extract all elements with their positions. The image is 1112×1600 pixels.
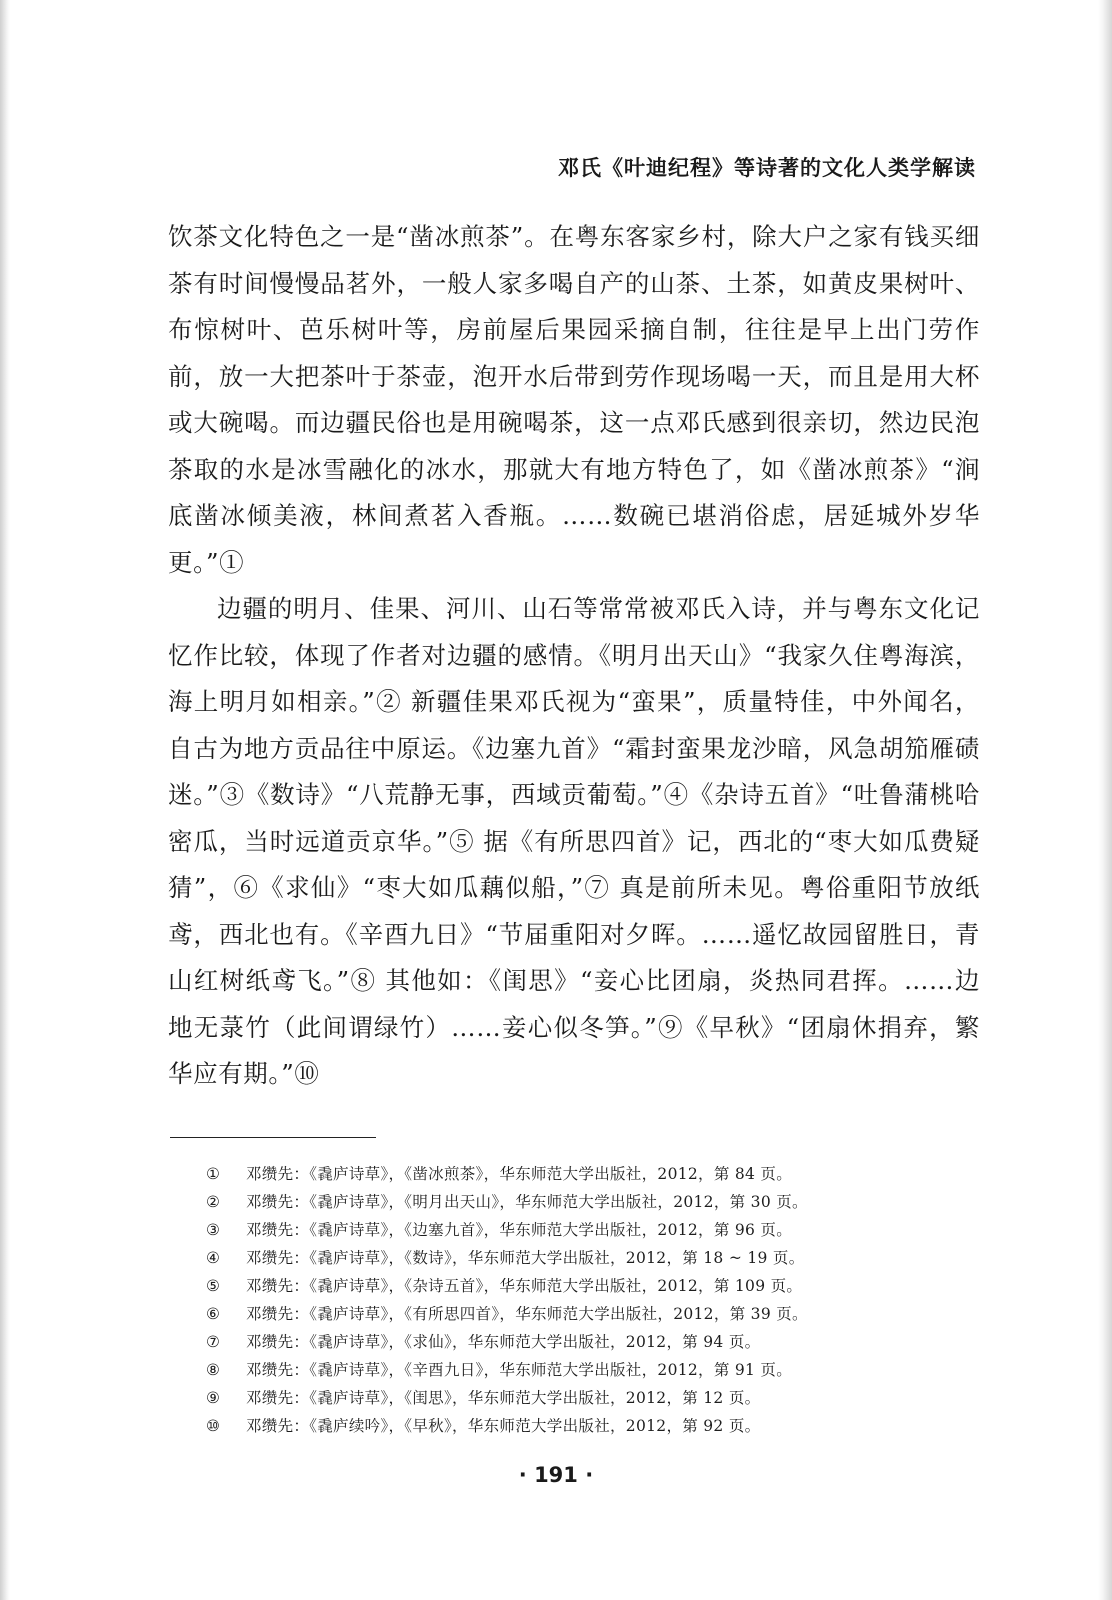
body-text: [168, 214, 980, 1098]
footnote-2: [206, 1188, 986, 1216]
footnote-mark: ⑦: [206, 1333, 220, 1351]
scan-edge-right: [1098, 0, 1112, 1600]
footnote-1: [206, 1160, 986, 1188]
footnote-mark: ①: [206, 1165, 220, 1183]
footnote-3: [206, 1216, 986, 1244]
footnote-text: 邓缵先：《毳庐诗草》，《明月出天山》，华东师范大学出版社，2012，第 30 页。: [246, 1193, 808, 1211]
footnote-mark: ⑤: [206, 1277, 220, 1295]
footnote-mark: ⑧: [206, 1361, 220, 1379]
footnote-text: 邓缵先：《毳庐诗草》，《边塞九首》，华东师范大学出版社，2012，第 96 页。: [246, 1221, 793, 1239]
footnote-7: [206, 1328, 986, 1356]
footnote-10: [206, 1412, 986, 1440]
footnote-mark: ⑩: [206, 1417, 220, 1435]
footnote-mark: ②: [206, 1193, 220, 1211]
paragraph-2: 边疆的明月、佳果、河川、山石等常常被邓氏入诗，并与粤东文化记忆作比较，体现了作者对边疆的感情。《明月出天山》“我家久住粤海滨，海上明月如相亲。”② 新疆佳果邓氏视为“蛮果”，质量特佳，中外闻名，自古为地方贡品往中原运。《边塞九首》“霜封蛮果龙沙暗，风急胡笳雁碛迷。”③《数诗》“八荒静无事，西域贡葡萄。”④《杂诗五首》“吐鲁蒲桃哈密瓜，当时远道贡京华。”⑤ 据《有所思四首》记，西北的“枣大如瓜费疑猜”，⑥《求仙》“枣大如瓜藕似船，”⑦ 真是前所未见。粤俗重阳节放纸鸢，西北也有。《辛酉九日》“节届重阳对夕晖。……遥忆故园留胜日，青山红树纸鸢飞。”⑧ 其他如：《闺思》“妾心比团扇，炎热同君挥。……边地无菉竹（此间谓绿竹）……妾心似冬笋。”⑨《早秋》“团扇休捐弃，繁华应有期。”⑩: [168, 594, 980, 1088]
footnote-text: 邓缵先：《毳庐诗草》，《求仙》，华东师范大学出版社，2012，第 94 页。: [246, 1333, 761, 1351]
footnote-mark: ⑨: [206, 1389, 220, 1407]
footnote-text: 邓缵先：《毳庐诗草》，《杂诗五首》，华东师范大学出版社，2012，第 109 页。: [246, 1277, 803, 1295]
footnote-mark: ③: [206, 1221, 220, 1239]
footnote-separator: [170, 1137, 376, 1138]
footnote-text: 邓缵先：《毳庐诗草》，《数诗》，华东师范大学出版社，2012，第 18 ~ 19 页。: [246, 1249, 805, 1267]
footnote-mark: ⑥: [206, 1305, 220, 1323]
footnote-text: 邓缵先：《毳庐诗草》，《辛酉九日》，华东师范大学出版社，2012，第 91 页。: [246, 1361, 793, 1379]
scan-edge-left: [0, 0, 10, 1600]
footnote-text: 邓缵先：《毳庐诗草》，《凿冰煎茶》，华东师范大学出版社，2012，第 84 页。: [246, 1165, 793, 1183]
footnote-text: 邓缵先：《毳庐诗草》，《有所思四首》，华东师范大学出版社，2012，第 39 页。: [246, 1305, 808, 1323]
footnote-text: 邓缵先：《毳庐诗草》，《闺思》，华东师范大学出版社，2012，第 12 页。: [246, 1389, 761, 1407]
footnote-4: [206, 1244, 986, 1272]
footnote-5: [206, 1272, 986, 1300]
footnote-6: [206, 1300, 986, 1328]
page-number: · 191 ·: [518, 1463, 594, 1487]
footnote-mark: ④: [206, 1249, 220, 1267]
footnote-9: [206, 1384, 986, 1412]
footnote-text: 邓缵先：《毳庐续吟》，《早秋》，华东师范大学出版社，2012，第 92 页。: [246, 1417, 761, 1435]
footnote-8: [206, 1356, 986, 1384]
running-header: 邓氏《叶迪纪程》等诗著的文化人类学解读: [558, 156, 976, 180]
paragraph-1: 饮茶文化特色之一是“凿冰煎茶”。在粤东客家乡村，除大户之家有钱买细茶有时间慢慢品茗外，一般人家多喝自产的山茶、土茶，如黄皮果树叶、布惊树叶、芭乐树叶等，房前屋后果园采摘自制，往往是早上出门劳作前，放一大把茶叶于茶壶，泡开水后带到劳作现场喝一天，而且是用大杯或大碗喝。而边疆民俗也是用碗喝茶，这一点邓氏感到很亲切，然边民泡茶取的水是冰雪融化的冰水，那就大有地方特色了，如《凿冰煎茶》“涧底凿冰倾美液，林间煮茗入香瓶。……数碗已堪消俗虑，居延城外岁华更。”①: [168, 222, 980, 577]
footnotes: [206, 1160, 986, 1440]
